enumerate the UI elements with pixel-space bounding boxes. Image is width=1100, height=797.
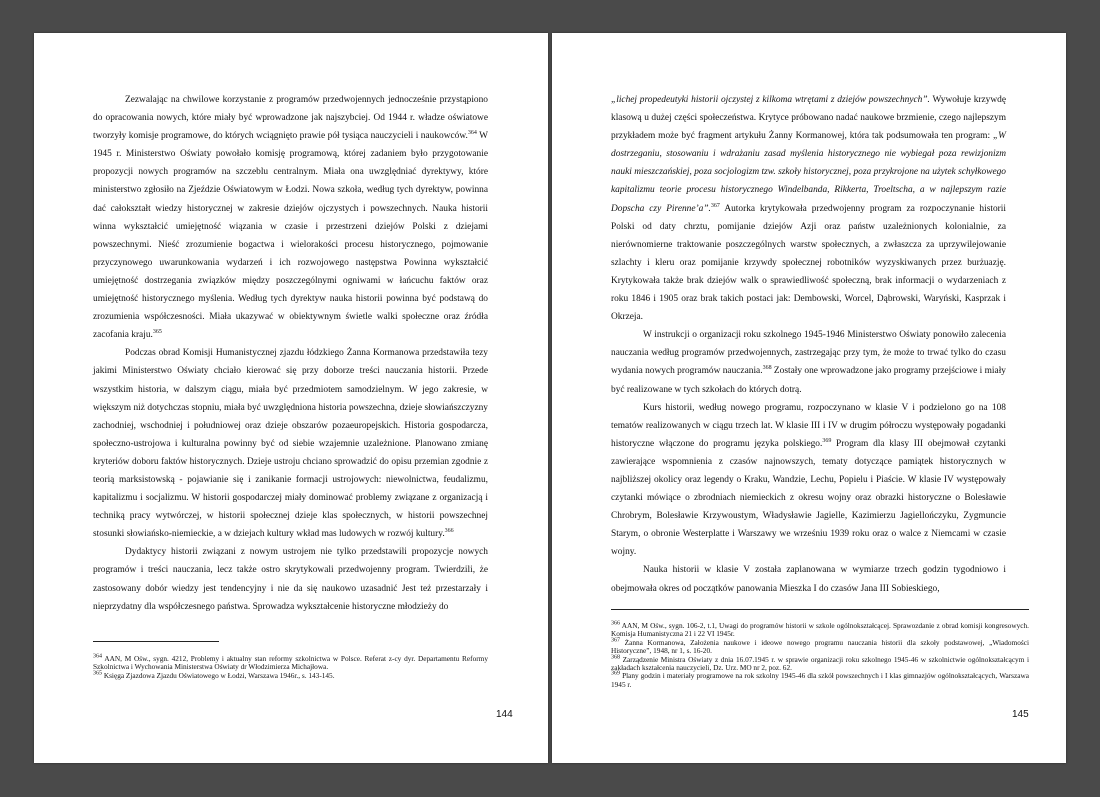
- footnote-text: Księga Zjazdowa Zjazdu Oświatowego w Łodzi, Warszawa 1946r., s. 143-145.: [102, 670, 335, 680]
- footnote-number: 368: [611, 654, 620, 661]
- footnote-text: Zarządzenie Ministra Oświaty z dnia 16.07.1945 r. w sprawie organizacji roku szkolnego 1945-46 w szkolnictwie ogólnokształcącym i zakładach kształcenia nauczycieli, Dz. Urz. MO nr 2, poz. 62.: [611, 654, 1029, 673]
- page-number: 145: [1012, 709, 1029, 720]
- paragraph: [611, 326, 1006, 398]
- right-page-body: [611, 91, 1006, 598]
- text-run: Podczas obrad Komisji Humanistycznej zjazdu łódzkiego Żanna Kormanowa przedstawiła tezy jakimi Ministerstwo Oświaty chciało kierować się przy doborze treści nauczania historii. Przede wszystkim historia, w dalszym ciągu, miała być przedmiotem samodzielnym. W jego zakresie, w większym niż dotychczas stopniu, miała być uwzględniona historia powszechna, dzieje słowiańszczyzny zachodniej, wschodniej i południowej oraz dzieje obszarów pozaeuropejskich. Historia gospodarcza, społeczno-ustrojowa i kulturalna powinny być od siebie wzajemnie uzależnione. Planowano zmianę kryteriów doboru faktów historycznych. Dzieje ustroju chciano sprowadzić do opisu przemian zgodnie z teorią marksistowską - pojawianie się i zanikanie formacji ustrojowych: niewolnictwa, feudalizmu, kapitalizmu i socjalizmu. W historii gospodarczej miały dominować problemy związane z organizacją i techniką pracy wytwórczej, w historii społecznej dzieje klas społecznych, w historii powszechnej stosunki słowiańsko-niemieckie, a w dziejach kultury wkład mas ludowych w rozwój kultury.: [93, 348, 488, 540]
- footnote-number: 365: [93, 670, 102, 677]
- left-page: [34, 33, 548, 763]
- footnote-reference: 364: [467, 130, 477, 137]
- paragraph: [93, 543, 488, 615]
- text-run: Wywołuje krzywdę klasową u dużej części społeczeństwa. Krytyce próbowano nadać naukowe brzmienie, czego najlepszym przykładem może być fragment artykułu Żanny Kormanowej, która tak podsumowała ten program:: [611, 95, 1006, 142]
- left-page-body: [93, 91, 488, 616]
- footnote-reference: 366: [444, 528, 454, 535]
- footnote-reference: 368: [762, 365, 772, 372]
- text-run: Zezwalając na chwilowe korzystanie z programów przedwojennych jednocześnie przystąpiono do opracowania nowych, które miały być wprowadzone jak najszybciej. Od 1944 r. władze oświatowe tworzyły komisje programowe, do których wciągnięto prawie pół tysiąca nauczycieli i naukowców.: [93, 95, 488, 142]
- text-run: Dydaktycy historii związani z nowym ustrojem nie tylko przedstawili propozycje nowych programów i treści nauczania, lecz także ostro skrytykowali przedwojenny program. Twierdzili, że zastosowany dobór wiedzy jest tendencyjny i nie da się naukowo uzasadnić Jest też przestarzały i nieprzydatny dla współczesnego państwa. Sprowadza wykształcenie historyczne młodzieży do: [93, 547, 488, 612]
- footnote-number: 367: [611, 637, 620, 644]
- text-run: Zostały one wprowadzone jako programy przejściowe i miały być realizowane w tych szkołach do których dotrą.: [611, 366, 1006, 395]
- paragraph: [611, 91, 1006, 326]
- text-run: Program dla klasy III obejmował czytanki zawierające wspomnienia z czasów najnowszych, tematy dotyczące pamiątek historycznych w najbliższej okolicy oraz legendy o Kraku, Wandzie, Lechu, Popielu i Piaście. W klasie IV występowały czytanki mówiące o zbrodniach niemieckich z okresu wojny oraz obrazki historyczne o Bolesławie Chrobrym, Bolesławie Krzywoustym, Władysławie Jagielle, Kazimierzu Jagiellończyku, Zygmuncie Starym, o obronie Westerplatte i Warszawy we wrześniu 1939 roku oraz o walce z Niemcami w czasie wojny.: [611, 438, 1006, 558]
- footnote: [611, 672, 1029, 689]
- footnote-text: Żanna Kormanowa, Założenia naukowe i ideowe nowego programu nauczania historii dla szkoły podstawowej, „Wiadomości Historyczne”, 1948, nr 1, s. 16-20.: [611, 637, 1029, 656]
- footnote: [93, 672, 488, 680]
- italic-quote: „W dostrzeganiu, stosowaniu i wdrażaniu zasad myślenia historycznego nie wybiegał poza rewizjonizm nauki mieszczańskiej, poza socjologizm tzw. szkoły historycznej, poza przykrojone na użytek schyłkowego kapitalizmu teorie procesu historycznego Windelbanda, Rikkerta, Troeltscha, a w najlepszym razie Dopscha czy Pirenne’a”.: [611, 131, 1006, 214]
- paragraph: [611, 399, 1006, 562]
- paragraph: [611, 561, 1006, 597]
- text-run: W instrukcji o organizacji roku szkolnego 1945-1946 Ministerstwo Oświaty ponowiło zalecenia nauczania według programów przedwojennych, zastrzegając przy tym, że może to trwać tylko do czasu wydania nowych programów nauczania.: [611, 330, 1006, 377]
- text-run: Kurs historii, według nowego programu, rozpoczynano w klasie V i podzielono go na 108 tematów realizowanych w ciągu trzech lat. W klasie III i IV w drugim półroczu występowały pogadanki historyczne włączone do programu języka polskiego.: [611, 402, 1006, 449]
- footnote: [611, 639, 1029, 656]
- footnote-text: Plany godzin i materiały programowe na rok szkolny 1945-46 dla szkół powszechnych i I klas gimnazjów ogólnokształcących, Warszawa 1945 r.: [611, 671, 1029, 689]
- text-run: Nauka historii w klasie V została zaplanowana w wymiarze trzech godzin tygodniowo i obejmowała okres od początków panowania Mieszka I do czasów Jana III Sobieskiego,: [611, 565, 1006, 594]
- footnote-text: AAN, M Ośw., sygn. 4212, Problemy i aktualny stan reformy szkolnictwa w Polsce. Referat z-cy dyr. Departamentu Reformy Szkolnictwa i Wychowania Ministerstwa Oświaty dr Włodzimierza Michajłowa.: [93, 654, 488, 672]
- paragraph: [93, 91, 488, 344]
- footnote-reference: 369: [822, 437, 832, 444]
- footnote-number: 369: [611, 671, 620, 678]
- italic-quote: „lichej propedeutyki historii ojczystej z kilkoma wtrętami z dziejów powszechnych”.: [611, 95, 930, 105]
- right-page-footnotes: [611, 622, 1029, 689]
- footnote-separator: [611, 609, 1029, 610]
- right-page: [552, 33, 1066, 763]
- footnote: [611, 622, 1029, 639]
- footnote: [611, 656, 1029, 673]
- footnote-separator: [93, 641, 219, 642]
- page-number: 144: [496, 709, 513, 720]
- footnote-number: 364: [93, 653, 102, 660]
- footnote-reference: 367: [710, 202, 720, 209]
- footnote-number: 366: [611, 620, 620, 627]
- paragraph: [93, 344, 488, 543]
- footnote-reference: 365: [152, 329, 162, 336]
- footnote-text: AAN, M Ośw., sygn. 106-2, t.1, Uwagi do programów historii w szkole ogólnokształcącej. Sprawozdanie z obrad komisji kongresowych. Komisja Humanistyczna 21 i 22 VI 1945r.: [611, 621, 1029, 639]
- footnote: [93, 655, 488, 672]
- left-page-footnotes: [93, 655, 488, 680]
- text-run: W 1945 r. Ministerstwo Oświaty powołało komisję programową, której zadaniem było przygotowanie propozycji nowych programów na szczeblu centralnym. Miała ona uwzględniać dyrektywy, które ministerstwo zgłosiło na Zjeździe Oświatowym w Łodzi. Nowa szkoła, według tych dyrektyw, powinna dać całokształt wiedzy historycznej w zakresie dziejów ojczystych i powszechnych. Nauka historii winna wykształcić umiejętność wiązania w czasie i przestrzeni dziejów Polski z dziejami powszechnymi. Nieść zrozumienie bogactwa i wielorakości procesu historycznego, pojmowanie przyczynowego uwarunkowania wydarzeń i ich rozwojowego następstwa Powinna wykształcić umiejętność dostrzegania związków między poszczególnymi ogniwami w łańcuchu faktów oraz umiejętność historycznego myślenia. Według tych dyrektyw nauka historii powinna być podstawą do zrozumienia współczesności. Miała ukazywać w obiektywnym świetle walki społeczne oraz źródła zacofania kraju.: [93, 131, 488, 341]
- text-run: Autorka krytykowała przedwojenny program za rozpoczynanie historii Polski od daty chrztu, pomijanie dziejów Azji oraz państw uzależnionych kolonialnie, za nierównomierne traktowanie poszczególnych warstw społecznych, a zwłaszcza za uprzywilejowanie szlachty i kleru oraz pomijanie krzywdy społecznej robotników wyzyskiwanych przez burżuazję. Krytykowała także brak dziejów walk o sprawiedliwość społeczną, brak informacji o wydarzeniach z roku 1846 i 1905 oraz brak takich postaci jak: Dembowski, Worcel, Dąbrowski, Waryński, Kasprzak i Okrzeja.: [611, 203, 1006, 323]
